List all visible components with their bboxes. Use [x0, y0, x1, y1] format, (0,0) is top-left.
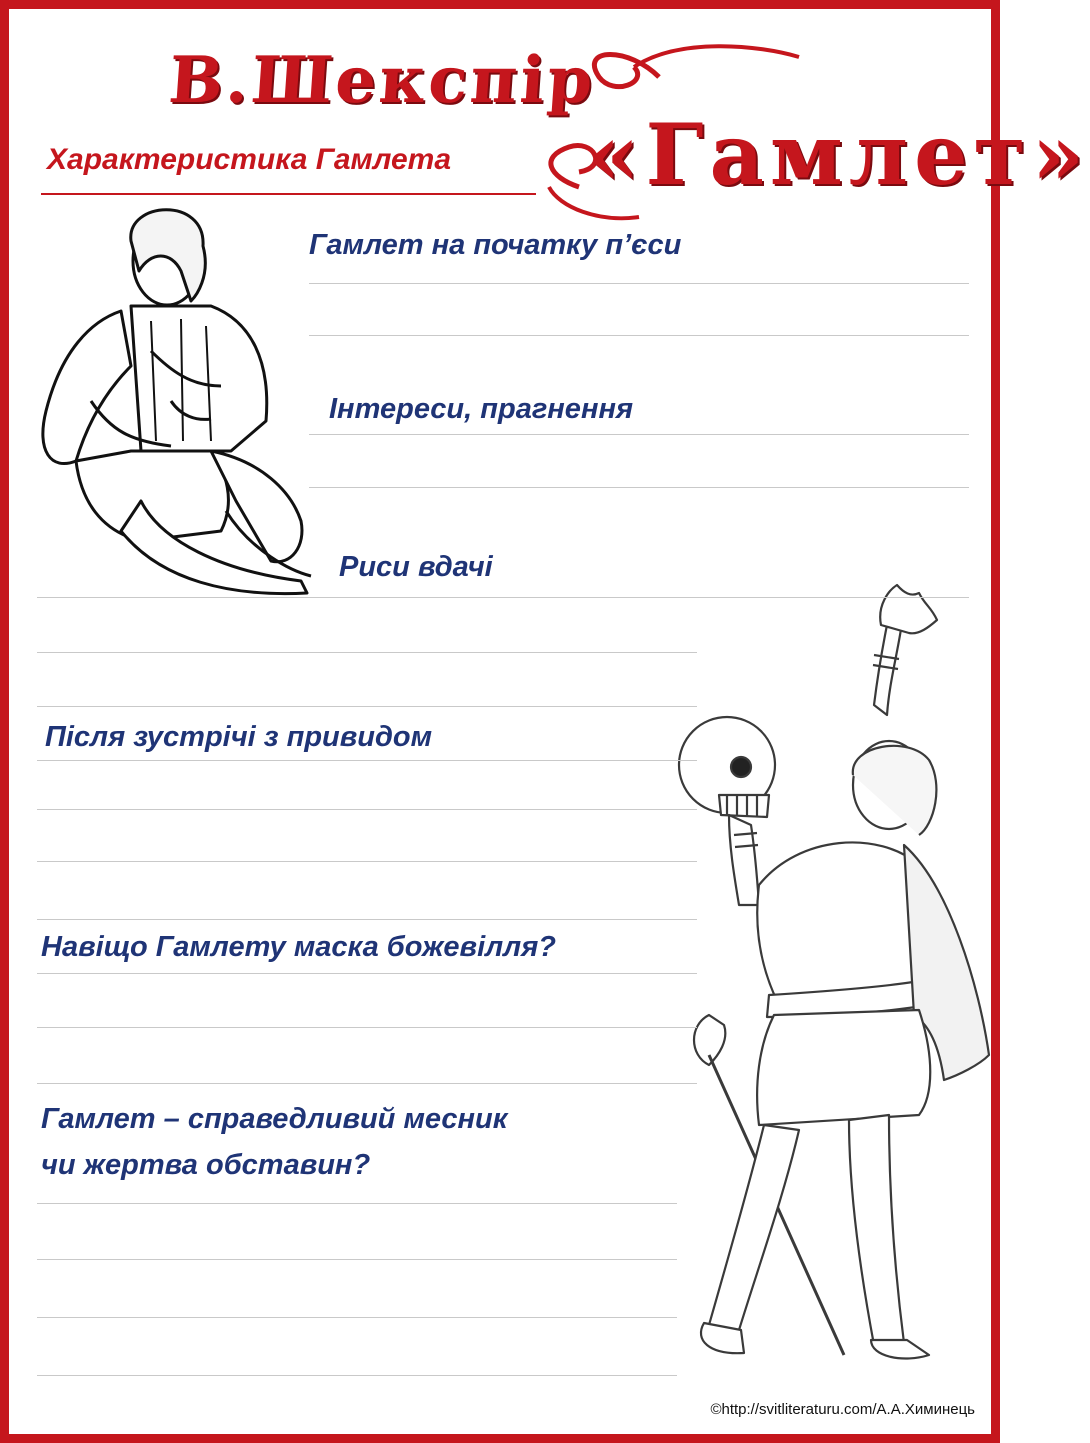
answer-line[interactable] [37, 1027, 697, 1028]
answer-line[interactable] [309, 283, 969, 284]
section-title-avenger-or-victim-line1: Гамлет – справедливий месник [41, 1103, 508, 1135]
answer-line[interactable] [37, 652, 697, 653]
answer-line[interactable] [37, 1259, 677, 1260]
section-title-character-traits: Риси вдачі [339, 551, 493, 583]
section-title-avenger-or-victim-line2: чи жертва обставин? [41, 1149, 371, 1181]
play-title: «Гамлет» [587, 105, 1090, 204]
answer-line[interactable] [309, 487, 969, 488]
answer-line[interactable] [37, 861, 697, 862]
section-title-after-ghost: Після зустрічі з привидом [45, 721, 433, 753]
answer-line[interactable] [37, 706, 697, 707]
answer-line[interactable] [37, 1317, 677, 1318]
subtitle-divider [41, 193, 536, 195]
section-title-start-of-play: Гамлет на початку п’єси [309, 229, 682, 261]
answer-line[interactable] [37, 597, 969, 598]
section-title-interests: Інтереси, прагнення [329, 393, 634, 425]
answer-line[interactable] [37, 1083, 697, 1084]
section-title-madness-mask: Навіщо Гамлету маска божевілля? [41, 931, 557, 963]
answer-line[interactable] [37, 1203, 677, 1204]
answer-line[interactable] [37, 760, 697, 761]
answer-line[interactable] [37, 973, 697, 974]
answer-line[interactable] [37, 919, 697, 920]
hamlet-with-skull-drawing-icon [649, 585, 994, 1365]
sitting-hamlet-drawing-icon [21, 201, 321, 601]
answer-line[interactable] [309, 335, 969, 336]
page-subtitle: Характеристика Гамлета [47, 143, 452, 176]
answer-line[interactable] [309, 434, 969, 435]
author-title: В.Шекспір [166, 43, 598, 118]
copyright-credit: ©http://svitliteraturu.com/А.А.Химинець [710, 1401, 975, 1418]
answer-line[interactable] [37, 1375, 677, 1376]
answer-line[interactable] [37, 809, 697, 810]
